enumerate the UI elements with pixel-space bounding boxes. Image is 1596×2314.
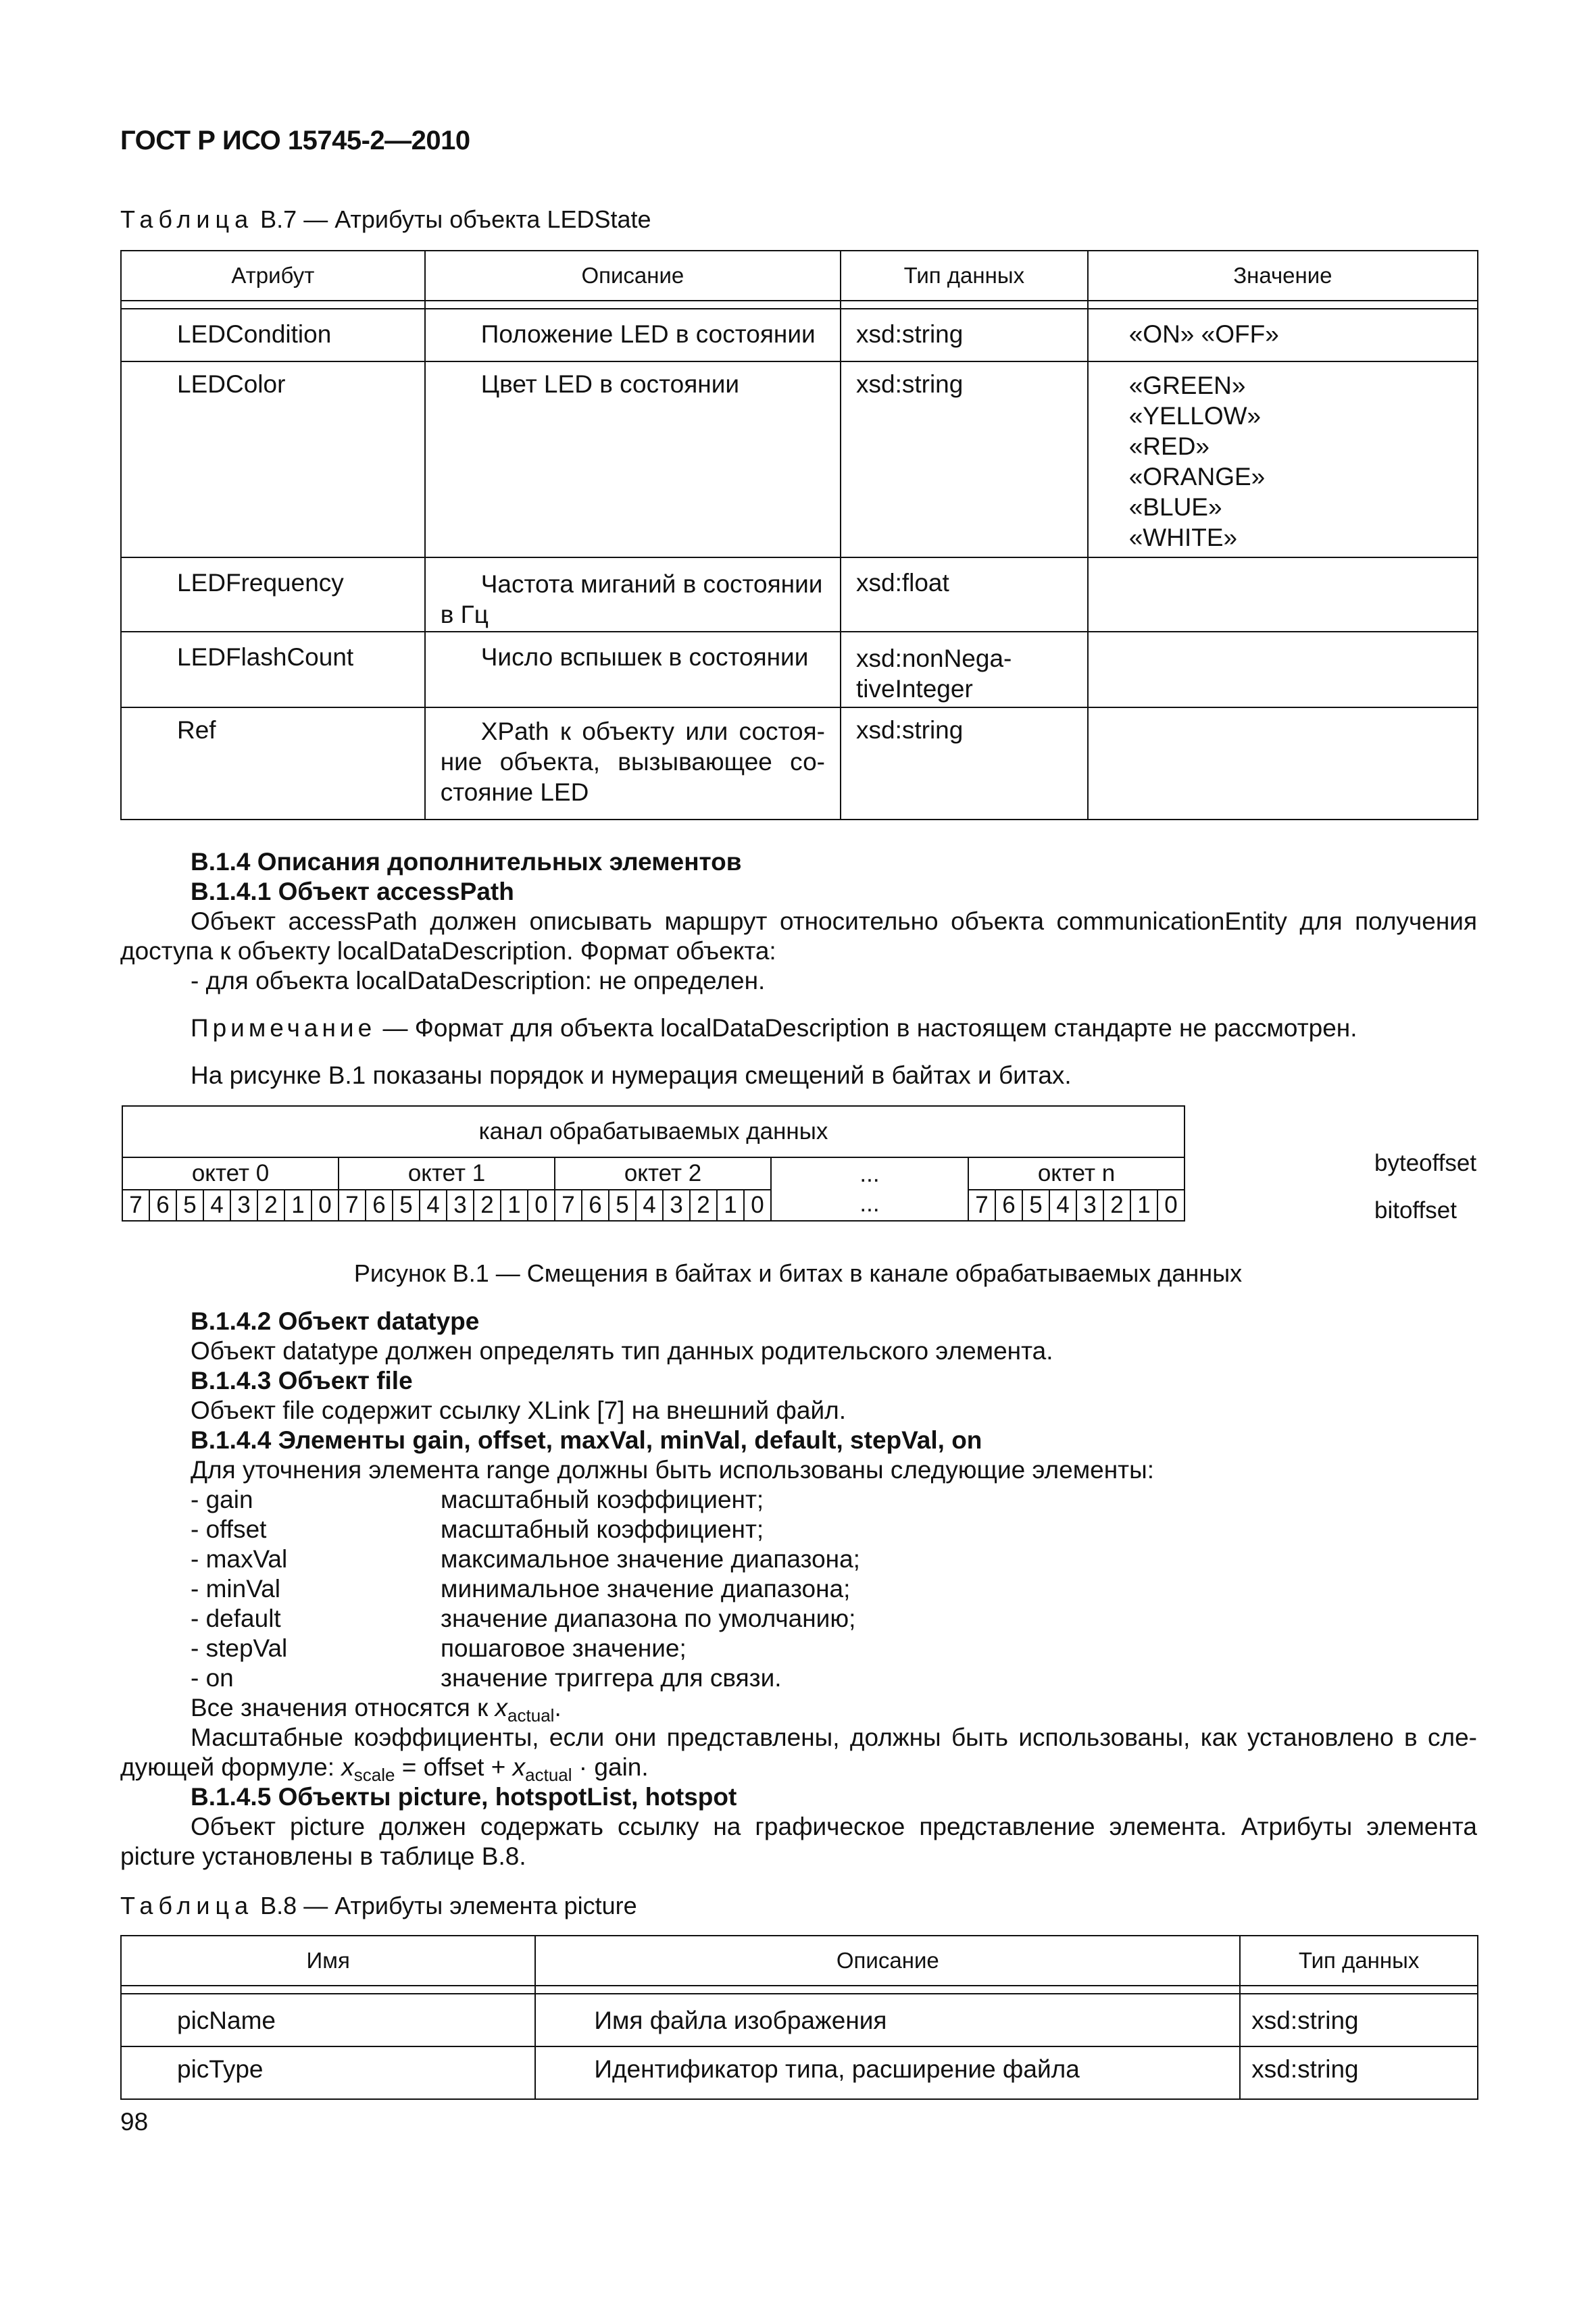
bit-cell: 3 <box>663 1190 690 1221</box>
bit-cell: 5 <box>609 1190 636 1221</box>
math-x: x <box>512 1753 526 1781</box>
cell-value <box>1088 707 1478 820</box>
cell-desc: Имя файла изображения <box>535 1994 1240 2046</box>
octet-label: октет 0 <box>122 1157 339 1190</box>
list-item <box>191 1515 860 1544</box>
list-item <box>191 1544 860 1574</box>
list-item <box>191 1634 860 1663</box>
cell-desc: Число вспышек в состоянии <box>425 632 841 707</box>
bit-cell: 7 <box>555 1190 582 1221</box>
cell-type: xsd:string <box>1240 2046 1478 2099</box>
list-item <box>191 1604 860 1634</box>
paragraph: На рисунке В.1 показаны порядок и нумерация смещений в байтах и битах. <box>191 1061 1072 1089</box>
cell-desc: Частота миганий в состоянии в Гц <box>425 557 841 632</box>
item-value: максимальное значение диапазона; <box>441 1545 860 1573</box>
cell-attr: Ref <box>121 707 425 820</box>
cell-attr: LEDCondition <box>121 309 425 361</box>
subsection-heading: В.1.4.1 Объект accessPath <box>191 878 514 905</box>
item-value: значение диапазона по умолчанию; <box>441 1605 856 1632</box>
bit-cell: 6 <box>995 1190 1022 1221</box>
table-row <box>121 1994 1478 2046</box>
table-b8-caption <box>120 1892 637 1920</box>
note <box>191 1013 1547 1043</box>
bit-cell: 3 <box>230 1190 257 1221</box>
bit-cell: 0 <box>311 1190 339 1221</box>
list-item <box>191 1574 860 1604</box>
document-header: ГОСТ Р ИСО 15745-2—2010 <box>120 126 470 155</box>
paragraph: Все значения относятся к $x_{actual}$. <box>191 1694 562 1726</box>
header-desc: Описание <box>535 1936 1240 1986</box>
cell-value: «ON» «OFF» <box>1088 309 1478 361</box>
paragraph: Объект accessPath должен описывать маршрут относительно объекта communicationEntity для получения доступа к объекту localDataDescription. Формат объекта: <box>120 907 1477 965</box>
item-key: - default <box>191 1605 281 1632</box>
cell-type: xsd:nonNega- tiveInteger <box>841 632 1088 707</box>
table-b7 <box>120 250 1478 820</box>
bit-cell: 6 <box>582 1190 609 1221</box>
header-type: Тип данных <box>1240 1936 1478 1986</box>
cell-type: xsd:string <box>841 361 1088 557</box>
cell-attr: LEDFlashCount <box>121 632 425 707</box>
bit-cell: 4 <box>1049 1190 1076 1221</box>
ellipsis-top: ... <box>859 1161 880 1187</box>
header-name: Имя <box>121 1936 535 1986</box>
item-value: значение триггера для связи. <box>441 1664 782 1692</box>
table-b7-caption <box>120 205 651 234</box>
bit-cell: 1 <box>1130 1190 1157 1221</box>
bit-cell: 2 <box>474 1190 501 1221</box>
text: = offset + <box>395 1753 513 1781</box>
cell-type: xsd:float <box>841 557 1088 632</box>
bit-cell: 5 <box>393 1190 420 1221</box>
bit-row <box>122 1190 1184 1221</box>
item-key: - stepVal <box>191 1634 288 1662</box>
bit-cell: 0 <box>1157 1190 1184 1221</box>
paragraph: Объект file содержит ссылку XLink [7] на внешний файл. <box>191 1397 846 1424</box>
cell-value: «GREEN» «YELLOW» «RED» «ORANGE» «BLUE» «WHITE» <box>1088 361 1478 557</box>
paragraph: Для уточнения элемента range должны быть использованы следующие элементы: <box>191 1456 1154 1484</box>
bit-cell: 4 <box>420 1190 447 1221</box>
cell-desc: Цвет LED в состоянии <box>425 361 841 557</box>
bit-cell: 6 <box>366 1190 393 1221</box>
paragraph: Объект datatype должен определять тип данных родительского элемента. <box>191 1337 1053 1365</box>
section-heading: В.1.4 Описания дополнительных элементов <box>191 848 742 876</box>
item-value: минимальное значение диапазона; <box>441 1575 851 1603</box>
bitoffset-label: bitoffset <box>1374 1197 1457 1224</box>
cell-value <box>1088 632 1478 707</box>
text: Все значения относятся к <box>191 1694 495 1721</box>
bit-cell: 4 <box>203 1190 230 1221</box>
item-key: - maxVal <box>191 1545 288 1573</box>
cell-value <box>1088 557 1478 632</box>
cell-name: picName <box>121 1994 535 2046</box>
list-item: - для объекта localDataDescription: не определен. <box>191 967 766 995</box>
table-header-row <box>121 251 1478 301</box>
octet-label: октет 1 <box>339 1157 555 1190</box>
cell-type: xsd:string <box>841 707 1088 820</box>
bit-cell: 3 <box>447 1190 474 1221</box>
cell-desc: Положение LED в состоянии <box>425 309 841 361</box>
header-type: Тип данных <box>841 251 1088 301</box>
table-row <box>121 632 1478 707</box>
cell-name: picType <box>121 2046 535 2099</box>
text: · gain. <box>572 1753 649 1781</box>
subscript: actual <box>525 1765 572 1785</box>
math-x: x <box>495 1694 508 1721</box>
bit-cell: 2 <box>257 1190 284 1221</box>
bit-cell: 2 <box>1103 1190 1130 1221</box>
bit-cell: 4 <box>636 1190 663 1221</box>
table-title: В.7 — Атрибуты объекта LEDState <box>253 205 651 233</box>
item-value: пошаговое значение; <box>441 1634 687 1662</box>
item-value: масштабный коэффициент; <box>441 1515 764 1543</box>
bit-cell: 5 <box>1022 1190 1049 1221</box>
bit-cell: 5 <box>176 1190 203 1221</box>
table-header-row <box>121 1936 1478 1986</box>
text: Масштабные коэффициенты, если они представлены, должны быть использованы, как установлено в сле-дующей формуле: <box>120 1724 1477 1781</box>
bit-cell: 1 <box>284 1190 311 1221</box>
bit-cell: 7 <box>339 1190 366 1221</box>
cell-type: xsd:string <box>1240 1994 1478 2046</box>
item-key: - minVal <box>191 1575 280 1603</box>
formula-paragraph <box>120 1723 1477 1784</box>
subsection-heading: В.1.4.3 Объект file <box>191 1367 413 1394</box>
header-desc: Описание <box>425 251 841 301</box>
cell-desc: Идентификатор типа, расширение файла <box>535 2046 1240 2099</box>
table-row <box>121 707 1478 820</box>
cell-attr: LEDFrequency <box>121 557 425 632</box>
table-row <box>121 2046 1478 2099</box>
paragraph: Объект picture должен содержать ссылку на графическое представление элемента. Атрибуты элемента picture установлены в таблице В.8. <box>120 1813 1477 1870</box>
note-label: Примечание <box>191 1014 376 1042</box>
bit-cell: 3 <box>1076 1190 1103 1221</box>
bit-cell: 7 <box>122 1190 149 1221</box>
channel-label: канал обрабатываемых данных <box>122 1106 1184 1157</box>
math-x: x <box>341 1753 354 1781</box>
ellipsis-bottom: ... <box>859 1190 880 1217</box>
bit-cell: 1 <box>501 1190 528 1221</box>
bit-cell: 0 <box>528 1190 555 1221</box>
page-number: 98 <box>120 2108 149 2136</box>
table-label: Таблица <box>120 1892 254 1919</box>
note-text: — Формат для объекта localDataDescription в настоящем стандарте не рассмотрен. <box>376 1014 1357 1042</box>
item-key: - offset <box>191 1515 267 1543</box>
element-list <box>191 1485 860 1693</box>
header-attr: Атрибут <box>121 251 425 301</box>
cell-desc: XPath к объекту или состоя-ние объекта, вызывающее со-стояние LED <box>425 707 841 820</box>
bit-cell: 2 <box>690 1190 717 1221</box>
subscript: actual <box>507 1705 555 1726</box>
item-value: масштабный коэффициент; <box>441 1486 764 1513</box>
cell-attr: LEDColor <box>121 361 425 557</box>
bit-cell: 7 <box>968 1190 995 1221</box>
subsection-heading: В.1.4.5 Объекты picture, hotspotList, hotspot <box>191 1783 737 1811</box>
byteoffset-label: byteoffset <box>1374 1150 1477 1176</box>
table-label: Таблица <box>120 205 254 233</box>
list-item <box>191 1485 860 1515</box>
table-row <box>121 309 1478 361</box>
list-item <box>191 1663 860 1693</box>
figure-b1 <box>122 1105 1185 1222</box>
octet-label: октет 2 <box>555 1157 771 1190</box>
table-row <box>121 557 1478 632</box>
offset-diagram <box>122 1105 1185 1222</box>
subsection-heading: В.1.4.4 Элементы gain, offset, maxVal, minVal, default, stepVal, on <box>191 1426 982 1454</box>
item-key: - on <box>191 1664 234 1692</box>
cell-type: xsd:string <box>841 309 1088 361</box>
bit-cell: 6 <box>149 1190 176 1221</box>
bit-cell: 0 <box>744 1190 771 1221</box>
header-value: Значение <box>1088 251 1478 301</box>
item-key: - gain <box>191 1486 253 1513</box>
subscript: scale <box>353 1765 395 1785</box>
table-b8 <box>120 1935 1478 2100</box>
octet-label: октет n <box>968 1157 1184 1190</box>
figure-caption: Рисунок В.1 — Смещения в байтах и битах в канале обрабатываемых данных <box>353 1259 1243 1287</box>
table-title: В.8 — Атрибуты элемента picture <box>253 1892 637 1919</box>
subsection-heading: В.1.4.2 Объект datatype <box>191 1307 480 1335</box>
bit-cell: 1 <box>717 1190 744 1221</box>
ellipsis-cell <box>771 1157 968 1221</box>
table-row <box>121 361 1478 557</box>
